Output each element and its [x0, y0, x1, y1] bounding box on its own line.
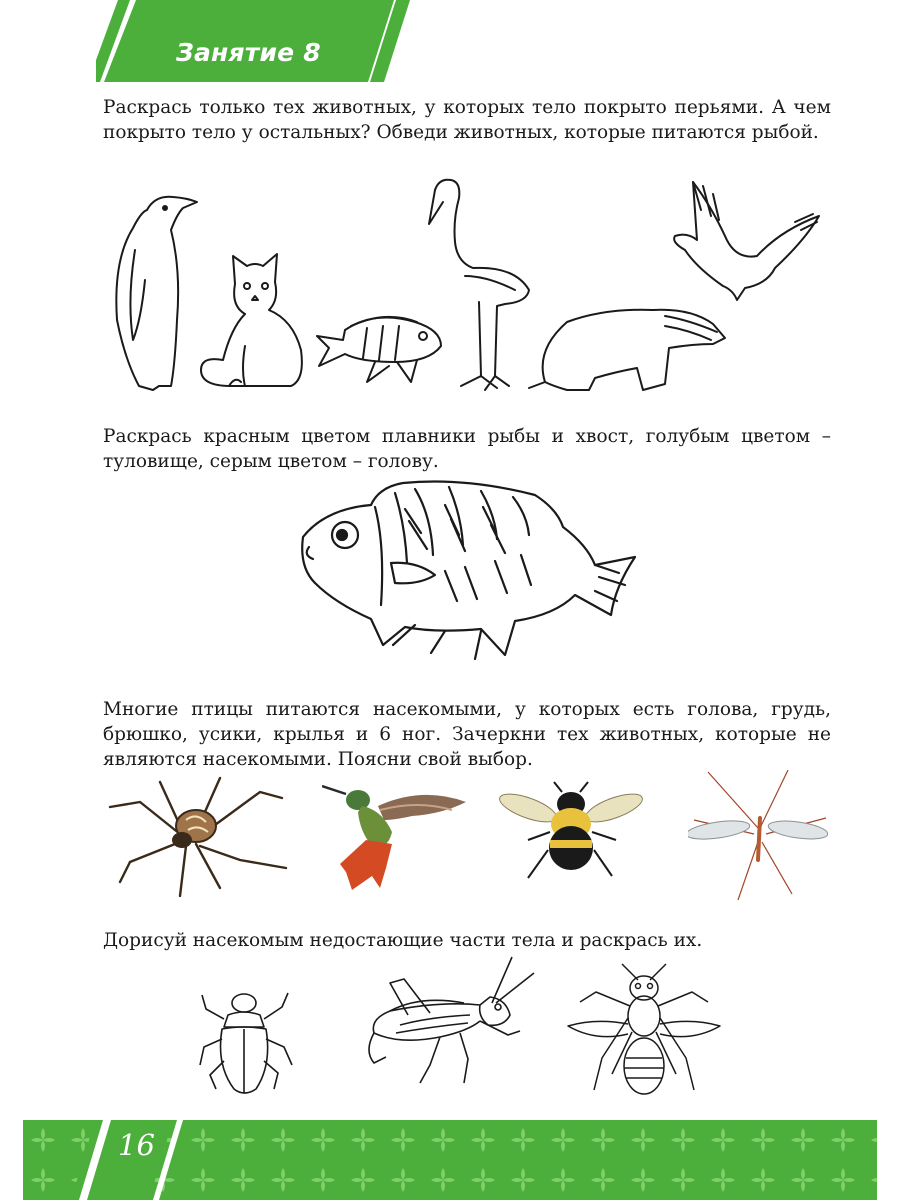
- lesson-title: Занятие 8: [176, 38, 321, 67]
- badger-illustration: [529, 310, 725, 390]
- animals-row: [105, 150, 835, 400]
- penguin-illustration: [116, 197, 197, 390]
- seagull-illustration: [674, 182, 819, 300]
- task-4-text: Дорисуй насекомым недостающие части тела и раскрась их.: [103, 930, 703, 951]
- hummingbird-photo: [322, 780, 472, 892]
- beetle-outline: [198, 985, 296, 1103]
- big-fish-illustration: [295, 475, 645, 675]
- cat-illustration: [201, 254, 302, 386]
- winged-insect-outline: [566, 962, 722, 1102]
- bumblebee-photo: [498, 780, 644, 884]
- task-2-text: Раскрась красным цветом плавники рыбы и хвост, голубым цветом – туловище, серым цветом – голову.: [103, 426, 831, 472]
- small-fish-illustration: [317, 317, 441, 382]
- grasshopper-outline: [360, 955, 540, 1087]
- page-number: 16: [118, 1128, 155, 1162]
- spider-photo: [100, 772, 290, 897]
- task-3-text: Многие птицы питаются насекомыми, у которых есть голова, грудь, брюшко, усики, крылья и 6 ног. Зачеркни тех животных, которые не являются насекомыми. Поясни свой выбор.: [103, 699, 831, 770]
- task-1-text: Раскрась только тех животных, у которых тело покрыто перьями. А чем покрыто тело у остальных? Обведи животных, которые питаются рыбой.: [103, 97, 831, 143]
- flamingo-illustration: [429, 180, 529, 390]
- crane-fly-photo: [688, 768, 828, 903]
